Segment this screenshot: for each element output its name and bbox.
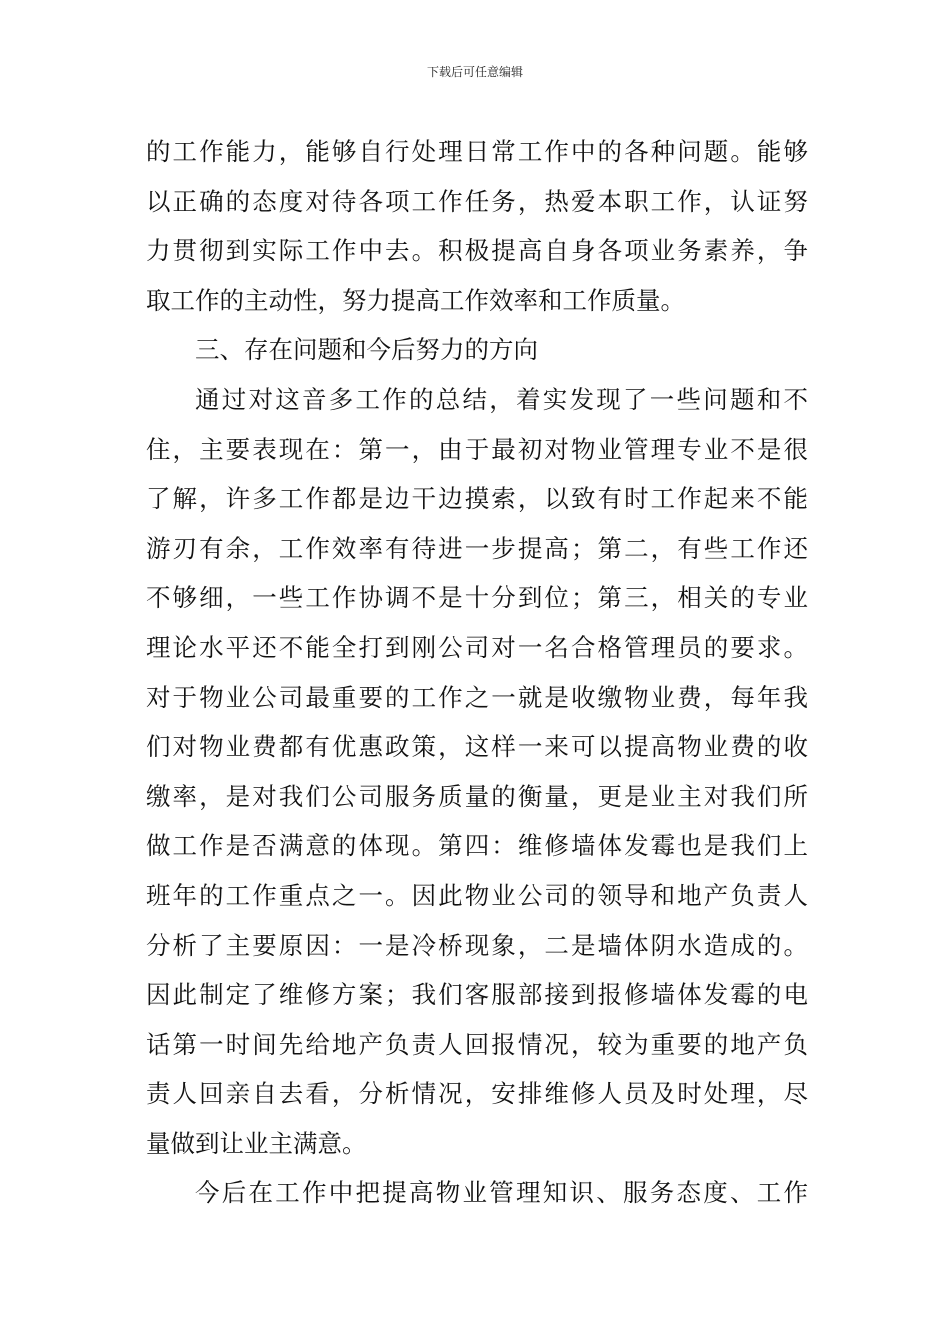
- paragraph-start: 今后在工作中把提高物业管理知识、服务态度、工作: [195, 1178, 808, 1208]
- document-body: [146, 127, 808, 1218]
- text-line: 取工作的主动性，努力提高工作效率和工作质量。: [146, 285, 685, 315]
- text-line: 分析了主要原因：一是冷桥现象，二是墙体阴水造成的。: [146, 930, 808, 960]
- text-line: 不够细，一些工作协调不是十分到位；第三，相关的专业: [146, 583, 808, 613]
- text-line: 们对物业费都有优惠政策，这样一来可以提高物业费的收: [146, 732, 808, 762]
- text-line: 因此制定了维修方案；我们客服部接到报修墙体发霉的电: [146, 980, 808, 1010]
- text-line: 做工作是否满意的体现。第四：维修墙体发霉也是我们上: [146, 831, 808, 861]
- text-line: 住，主要表现在：第一，由于最初对物业管理专业不是很: [146, 434, 808, 464]
- text-line: 话第一时间先给地产负责人回报情况，较为重要的地产负: [146, 1029, 808, 1059]
- text-line: 理论水平还不能全打到刚公司对一名合格管理员的要求。: [146, 632, 808, 662]
- section-heading: 三、存在问题和今后努力的方向: [195, 335, 538, 365]
- text-line: 以正确的态度对待各项工作任务，热爱本职工作，认证努: [146, 186, 808, 216]
- text-line: 班年的工作重点之一。因此物业公司的领导和地产负责人: [146, 880, 808, 910]
- text-line: 对于物业公司最重要的工作之一就是收缴物业费，每年我: [146, 682, 808, 712]
- text-line: 游刃有余，工作效率有待进一步提高；第二，有些工作还: [146, 533, 808, 563]
- text-line: 量做到让业主满意。: [146, 1128, 367, 1158]
- text-line: 责人回亲自去看，分析情况，安排维修人员及时处理，尽: [146, 1079, 808, 1109]
- text-line: 了解，许多工作都是边干边摸索，以致有时工作起来不能: [146, 484, 808, 514]
- text-line: 的工作能力，能够自行处理日常工作中的各种问题。能够: [146, 137, 808, 166]
- text-line: 力贯彻到实际工作中去。积极提高自身各项业务素养，争: [146, 236, 808, 266]
- page-header-caption: 下载后可任意编辑: [426, 65, 523, 79]
- text-line: 缴率，是对我们公司服务质量的衡量，更是业主对我们所: [146, 781, 808, 811]
- paragraph-start: 通过对这音多工作的总结，着实发现了一些问题和不: [195, 384, 808, 414]
